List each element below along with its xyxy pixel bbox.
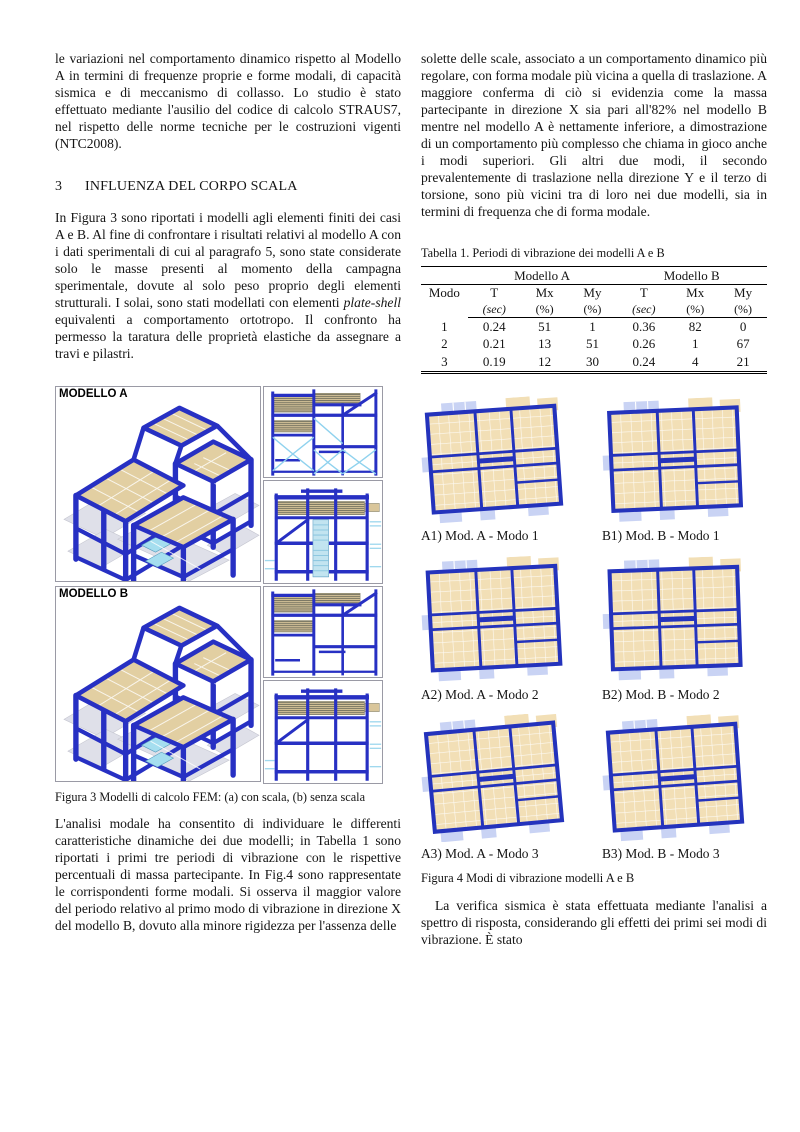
- plan-mode-shape-a2: [421, 555, 569, 683]
- col-header-modo: Modo: [428, 285, 460, 300]
- plan-mode-shape-a1: [421, 396, 569, 524]
- col-header-mx-a: Mx: [535, 285, 554, 300]
- col-header-t-b: T: [639, 285, 648, 300]
- italic-term: plate-shell: [343, 295, 401, 310]
- figure3-caption: Figura 3 Modelli di calcolo FEM: (a) con scala, (b) senza scala: [55, 790, 366, 804]
- elevation-view-a2: [264, 481, 382, 583]
- figure-4: [421, 396, 767, 862]
- figure4-label-a2: A2) Mod. A - Modo 2: [421, 686, 539, 702]
- group-header-modello-a: Modello A: [468, 267, 617, 285]
- fem-3d-model-b: [56, 587, 260, 781]
- figure3-panel-model-a: [55, 386, 261, 582]
- unit-pct-mya: (%): [569, 301, 617, 318]
- figure4-caption: Figura 4 Modi di vibrazione modelli A e B: [421, 870, 635, 885]
- plan-mode-shape-b3: [602, 714, 750, 842]
- figure4-cell-a1: [421, 396, 586, 544]
- paragraph-analisi-modale: L'analisi modale ha consentito di individuare le differenti caratteristiche dinamiche dei due modelli; in Tabella 1 sono riportati i primi tre periodi di vibrazione con le rispettive percentuali di massa partecipante. In Fig.4 sono rappresentate le corrispondenti forme modali. Si osserva il maggior valore del periodo relativo al primo modo di vibrazione in direzione X del modello B, dovuto alla minore rigidezza per l'assenza delle: [55, 816, 401, 933]
- unit-sec-a: (sec): [468, 301, 521, 318]
- figure4-cell-b2: [602, 555, 767, 703]
- unit-pct-mxb: (%): [671, 301, 719, 318]
- table-row: 1 0.24 51 1 0.36 82 0: [441, 318, 747, 334]
- figure4-label-b2: B2) Mod. B - Modo 2: [602, 686, 720, 702]
- section-heading: [55, 179, 401, 195]
- table-row: 3 0.19 12 30 0.24 4 21: [421, 353, 767, 372]
- figure4-cell-a2: [421, 555, 586, 703]
- figure4-label-b1: B1) Mod. B - Modo 1: [602, 527, 720, 543]
- paragraph-verifica-sismica: La verifica sismica è stata effettuata mediante l'analisi a spettro di risposta, considerando gli effetti dei primi sei modi di vibrazione. È stato: [421, 897, 767, 947]
- figure4-label-a3: A3) Mod. A - Modo 3: [421, 845, 539, 861]
- section-number: 3: [55, 179, 63, 194]
- figure3-elevation-a1: [263, 386, 383, 478]
- plan-mode-shape-a3: [421, 714, 569, 842]
- figure4-cell-b1: [602, 396, 767, 544]
- elevation-view-b2: [264, 681, 382, 783]
- model-b-label: MODELLO B: [59, 588, 128, 600]
- left-column: [55, 50, 401, 934]
- paragraph-figura3: In Figura 3 sono riportati i modelli agli elementi finiti dei casi A e B. Al fine di confrontare i risultati relativi al modello A con i dati sperimentali di cui al paragrafo 5, sono state considerate solo le masse presenti al momento della campagna sperimentale, dovute al solo peso proprio degli elementi strutturali. I solai, sono stati modellati con elementi plate-shell equivalenti a comportamento ortotropo. Il confronto ha permesso la taratura delle proprietà elastiche da assegnare a travi e pilastri.: [55, 210, 401, 361]
- right-column: [421, 50, 767, 948]
- fem-3d-model-a: [56, 387, 260, 581]
- unit-pct-mxa: (%): [521, 301, 569, 318]
- figure4-cell-a3: [421, 714, 586, 862]
- unit-pct-myb: (%): [719, 301, 767, 318]
- figure3-elevation-b1: [263, 586, 383, 678]
- table1-periodi-vibrazione: [421, 266, 767, 374]
- table1-caption: Tabella 1. Periodi di vibrazione dei modelli A e B: [421, 246, 665, 260]
- col-header-my-a: My: [583, 285, 602, 300]
- unit-sec-b: (sec): [616, 301, 671, 318]
- paragraph-intro: le variazioni nel comportamento dinamico rispetto al Modello A in termini di frequenze proprie e forme modali, di capacità sismica e di meccanismo di collasso. Lo studio è stato effettuato mediante l'ausilio del codice di calcolo STRAUS7, nel rispetto delle norme tecniche per le costruzioni vigenti (NTC2008).: [55, 51, 401, 151]
- elevation-view-b1: [264, 587, 382, 677]
- figure3-elevation-b2: [263, 680, 383, 784]
- figure3-elevation-a2: [263, 480, 383, 584]
- figure3-panel-model-b: [55, 586, 261, 782]
- figure4-label-a1: A1) Mod. A - Modo 1: [421, 527, 539, 543]
- col-header-t-a: T: [490, 285, 499, 300]
- section-title: INFLUENZA DEL CORPO SCALA: [85, 179, 298, 194]
- table-row: 2 0.21 13 51 0.26 1 67: [441, 336, 750, 352]
- model-a-label: MODELLO A: [59, 388, 128, 400]
- col-header-mx-b: Mx: [686, 285, 705, 300]
- plan-mode-shape-b2: [602, 555, 750, 683]
- plan-mode-shape-b1: [602, 396, 750, 524]
- figure4-cell-b3: [602, 714, 767, 862]
- figure4-label-b3: B3) Mod. B - Modo 3: [602, 845, 720, 861]
- group-header-modello-b: Modello B: [616, 267, 767, 285]
- elevation-view-a1: [264, 387, 382, 477]
- col-header-my-b: My: [734, 285, 753, 300]
- paragraph-solette: solette delle scale, associato a un comportamento dinamico più regolare, con forma modale più vicina a quella di traslazione. A maggiore conferma di ciò si evidenzia come la massa partecipante in direzione X sia pari all'82% nel modello B mentre nel modello A è nettamente inferiore, a dimostrazione di un comportamento più complesso che chiama in gioco anche i modi superiori. Gli altri due modi, il secondo prevalentemente di traslazione nella direzione Y e il terzo di torsione, sono più vicini tra di loro nei due modelli, sia in termini di frequenza che di forma modale.: [421, 51, 767, 219]
- figure-3: [55, 386, 385, 805]
